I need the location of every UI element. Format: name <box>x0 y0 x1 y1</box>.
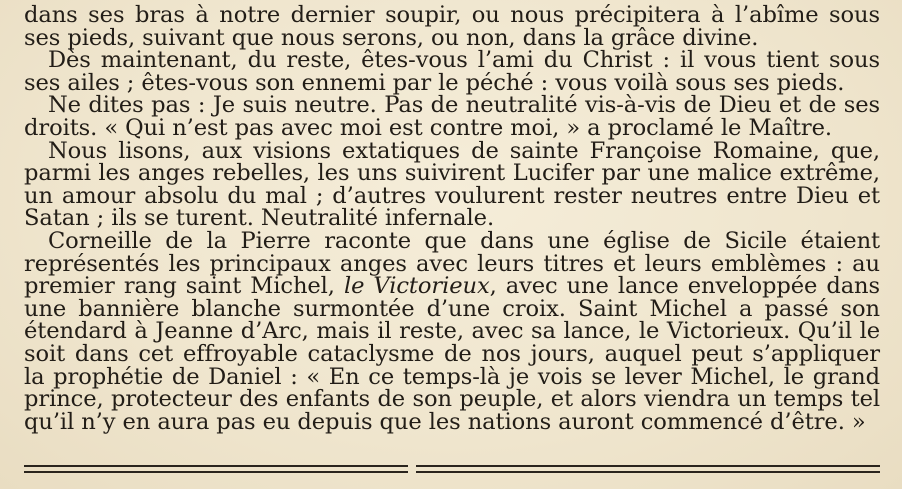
paragraph-5-text-b: , avec une lance enveloppée dans une bannière blanche surmontée d’une croix. Saint Michel a passé son étendard à Jeanne d’Arc, mais il reste, avec sa lance, le Victorieux. Qu’il le soit dans cet effroyable cataclysme de nos jours, auquel peut s’appliquer la prophétie de Daniel : « En ce temps-là je vois se lever Michel, le grand prince, protecteur des enfants de son peuple, et alors viendra un temps tel qu’il n’y en aura pas eu depuis que les nations auront commencé d’être. » <box>24 273 881 435</box>
paragraph-3-text: Ne dites pas : Je suis neutre. Pas de neutralité vis-à-vis de Dieu et de ses droits. « Qui n’est pas avec moi est contre moi, » a proclamé le Maître. <box>24 92 880 141</box>
paragraph-5-italic: le Victorieux <box>343 273 490 300</box>
paragraph-1-text: dans ses bras à notre dernier soupir, ou nous précipitera à l’abîme sous ses pieds, suivant que nous serons, ou non, dans la grâce divine. <box>24 2 880 51</box>
paragraph-2-text: Dès maintenant, du reste, êtes-vous l’ami du Christ : il vous tient sous ses ailes ; êtes-vous son ennemi par le péché : vous voilà sous ses pieds. <box>24 47 880 96</box>
paragraph-2 <box>24 49 880 94</box>
paragraph-3 <box>24 94 880 139</box>
paragraph-4 <box>24 137 880 232</box>
paragraph-5-text-a: Corneille de la Pierre raconte que dans une église de Sicile étaient représentés les principaux anges avec leurs titres et leurs emblèmes : au premier rang saint Michel, <box>24 227 880 300</box>
paragraph-1 <box>24 4 880 49</box>
section-separator <box>24 465 880 477</box>
paragraph-5 <box>24 227 881 435</box>
paragraph-4-text: Nous lisons, aux visions extatiques de sainte Françoise Romaine, que, parmi les anges rebelles, les uns suivirent Lucifer par une malice extrême, un amour absolu du mal ; d’autres voulurent rester neutres entre Dieu et Satan ; ils se turent. Neutralité infernale. <box>24 137 880 232</box>
double-rule-left <box>24 465 408 474</box>
body-text <box>24 4 880 433</box>
double-rule-right <box>416 465 880 474</box>
